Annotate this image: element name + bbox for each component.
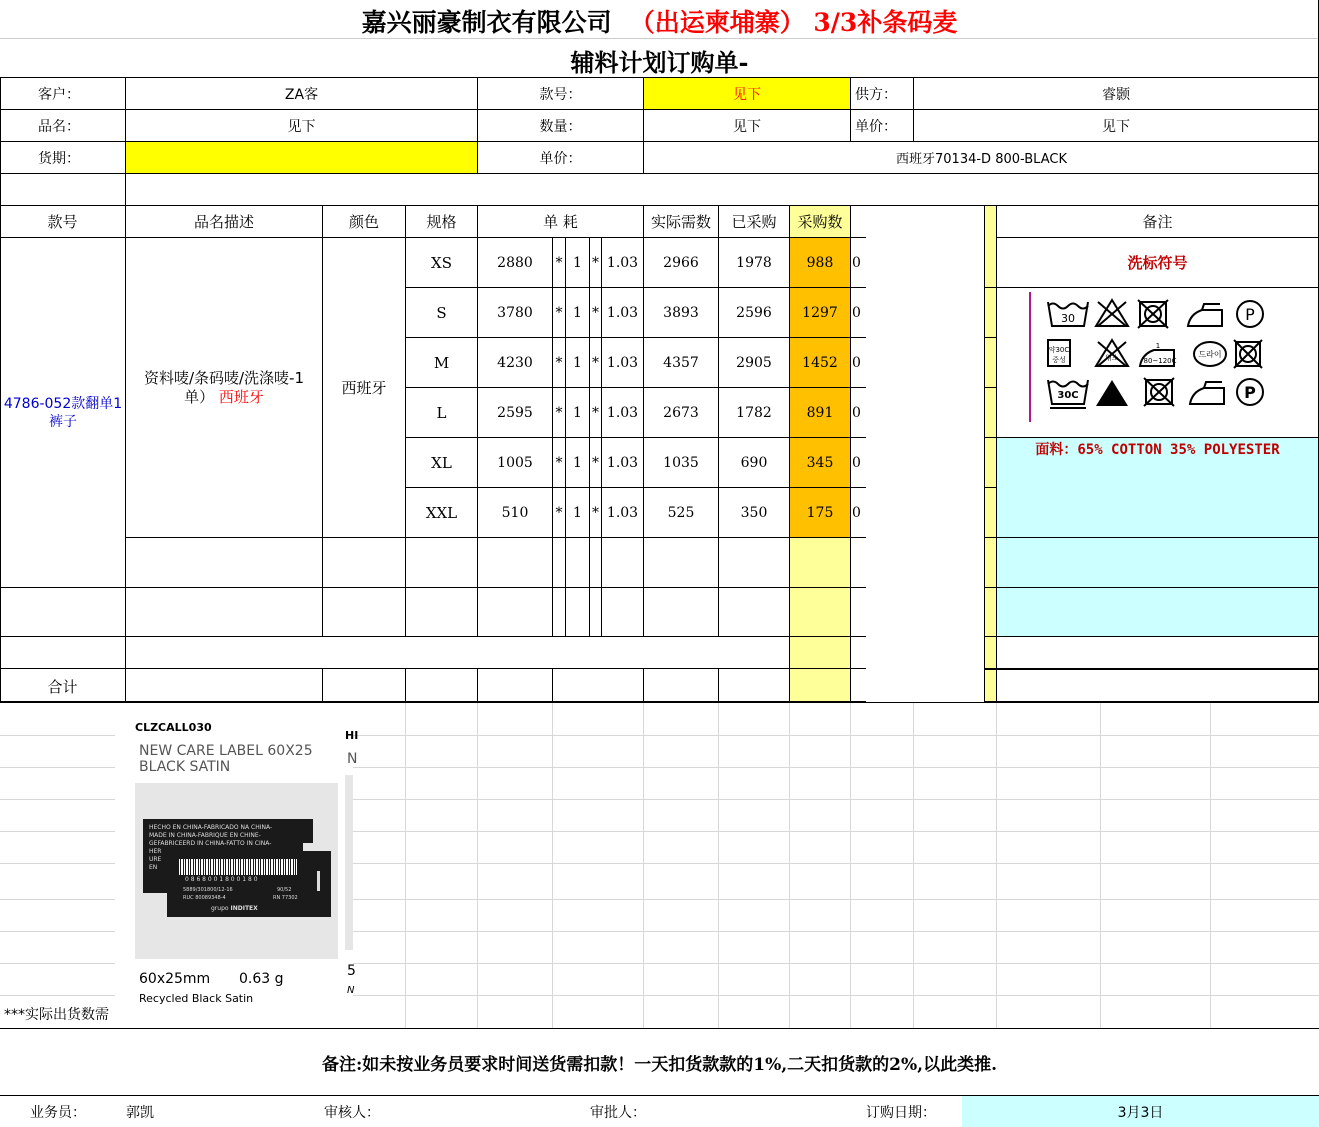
row-mult1-cell: * (555, 504, 563, 521)
card-size: 60x25mm (139, 971, 211, 987)
qty-value[interactable]: 见下 (733, 118, 761, 135)
second-card-code: HI (345, 729, 359, 742)
row-coef1-cell[interactable]: 1 (573, 304, 582, 321)
delivery-label: 货期： (38, 150, 80, 167)
card-weight: 0.63 g (239, 971, 284, 987)
care-text-a2: 중성 (1052, 356, 1066, 364)
row-mult2-cell: * (592, 404, 599, 421)
label-small-2b: RN 77302 (273, 895, 298, 901)
fabric-composition[interactable]: 面料：65% COTTON 35% POLYESTER (1035, 442, 1280, 458)
header-size: 规格 (426, 213, 457, 231)
row-coef2-cell[interactable]: 1.03 (606, 504, 639, 521)
row-coef1-cell[interactable]: 1 (573, 354, 582, 371)
iron-2-icon (1190, 382, 1224, 404)
row-purchased-cell[interactable]: 2596 (736, 304, 772, 321)
row-size-cell[interactable]: L (436, 403, 447, 422)
row-qty-cell[interactable]: 510 (501, 504, 529, 521)
row-purchased-cell[interactable]: 1978 (736, 254, 772, 271)
row-purchase-cell[interactable]: 988 (806, 254, 834, 271)
label-line-6: EN (149, 864, 158, 871)
row-mult2-cell: * (592, 254, 599, 271)
row-actual-cell[interactable]: 1035 (663, 454, 699, 471)
title-note: （出运柬埔寨） 3/3补条码麦 (629, 8, 958, 37)
row-size-cell[interactable]: XL (431, 453, 452, 472)
card-image-bg (135, 783, 338, 959)
header-purchase-qty: 采购数 (797, 213, 843, 231)
korean-no-bleach-icon (1096, 340, 1128, 366)
row-coef2-cell[interactable]: 1.03 (606, 254, 639, 271)
row-coef2-cell[interactable]: 1.03 (606, 454, 639, 471)
row-coef1-cell[interactable]: 1 (573, 504, 582, 521)
row-extra-cell[interactable]: 0 (852, 254, 861, 271)
no-tumble-dry-2-icon (1234, 340, 1262, 368)
row-mult2-cell: * (592, 304, 599, 321)
reviewer-label: 审核人： (324, 1104, 380, 1121)
row-size-cell[interactable]: S (436, 303, 447, 322)
price-label: 单价： (855, 118, 897, 135)
care-text-30: 30 (1061, 312, 1075, 325)
row-mult2-cell: * (592, 504, 599, 521)
label-line-5: URE (149, 856, 162, 863)
salesman-value[interactable]: 郭凯 (126, 1104, 154, 1121)
row-qty-cell[interactable]: 1005 (497, 454, 533, 471)
row-size-cell[interactable]: XXL (425, 503, 458, 522)
row-extra-cell[interactable]: 0 (852, 354, 861, 371)
row-mult2-cell: * (592, 354, 599, 371)
order-style-no[interactable] (1, 238, 125, 587)
document-title (0, 2, 1319, 40)
row-extra-cell[interactable]: 0 (852, 504, 861, 521)
date-label: 订购日期： (866, 1104, 936, 1121)
card-name-line1: NEW CARE LABEL 60X25 (139, 743, 313, 759)
header-purchased: 已采购 (731, 213, 777, 231)
row-extra-cell[interactable]: 0 (852, 304, 861, 321)
supplier-value[interactable]: 睿颢 (1102, 86, 1130, 103)
care-symbols (1040, 292, 1280, 412)
no-tumble-dry-icon (1138, 300, 1168, 328)
row-qty-cell[interactable]: 2595 (497, 404, 533, 421)
product-label: 品名： (38, 118, 80, 135)
brand-name: INDITEX (230, 905, 258, 912)
price2-value[interactable]: 西班牙70134-D 800-BLACK (896, 152, 1067, 167)
side-col-yellow (984, 206, 996, 702)
price2-label: 单价： (539, 150, 582, 167)
row-qty-cell[interactable]: 4230 (497, 354, 533, 371)
row-actual-cell[interactable]: 2966 (663, 254, 699, 271)
price-value[interactable]: 见下 (1102, 118, 1130, 135)
order-desc-text: 资料唛/条码唛/洗涤唛-1单） (143, 368, 305, 406)
card-name-line2: BLACK SATIN (139, 759, 231, 775)
row-extra-cell[interactable]: 0 (852, 404, 861, 421)
care-text-30c: 30C (1057, 390, 1079, 401)
second-card-c: N (347, 985, 355, 996)
care-text-a4: 80~120C (1143, 357, 1177, 365)
style-label: 款号： (539, 86, 582, 103)
document-subtitle: 辅料计划订购单- (570, 47, 749, 77)
customer-value[interactable]: ZA客 (284, 86, 319, 103)
row-coef1-cell[interactable]: 1 (573, 404, 582, 421)
care-marker-line (1029, 292, 1031, 422)
row-mult2-cell: * (592, 454, 599, 471)
supplier-label: 供方： (855, 86, 897, 103)
row-mult1-cell: * (555, 454, 563, 471)
header-remark: 备注 (1142, 213, 1173, 231)
header-color: 颜色 (348, 213, 379, 231)
company-name: 嘉兴丽豪制衣有限公司 (361, 8, 612, 37)
label-line-3: GEFABRICEERD IN CHINA-FATTO IN CINA- (149, 840, 272, 847)
row-actual-cell[interactable]: 525 (667, 504, 695, 521)
total-label: 合计 (47, 677, 78, 696)
row-purchased-cell[interactable]: 1782 (736, 404, 772, 421)
qty-label: 数量： (539, 118, 582, 135)
row-actual-cell[interactable]: 4357 (663, 354, 699, 371)
row-purchase-cell[interactable]: 891 (806, 404, 834, 421)
row-purchase-cell[interactable]: 1297 (802, 304, 838, 321)
purchase-col-yellow-bottom (790, 538, 850, 702)
label-front (167, 851, 331, 917)
care-text-a6: 엮소 (1105, 354, 1119, 362)
delivery-value[interactable] (126, 142, 477, 173)
care-title: 洗标符号 (1127, 254, 1188, 272)
care-text-a5: 드라이 (1198, 350, 1222, 359)
row-purchase-cell[interactable]: 1452 (802, 354, 838, 371)
p-letter-icon: P (1245, 305, 1255, 324)
no-bleach-icon (1096, 300, 1128, 326)
row-qty-cell[interactable]: 3780 (497, 304, 533, 321)
row-coef2-cell[interactable]: 1.03 (606, 354, 639, 371)
order-style-no-text: 4786-052款翻单1裤子 (3, 395, 123, 430)
label-line-2: MADE IN CHINA-FABRIQUE EN CHINE- (149, 832, 261, 839)
approver-label: 审批人： (590, 1104, 646, 1121)
row-coef1-cell[interactable]: 1 (573, 454, 582, 471)
bottom-note: 备注:如未按业务员要求时间送货需扣款！一天扣货款款的1%,二天扣货款的2%,以此类推. (322, 1054, 997, 1075)
order-color[interactable]: 西班牙 (341, 379, 387, 397)
product-value[interactable]: 见下 (287, 118, 316, 135)
brand-line (211, 905, 258, 912)
row-qty-cell[interactable]: 2880 (497, 254, 533, 271)
label-small-1b: 90/52 (277, 887, 292, 893)
header-consumption: 单 耗 (543, 213, 578, 231)
care-text-a3: 1 (1155, 342, 1161, 350)
label-back-tab (303, 819, 313, 843)
barcode (179, 859, 297, 875)
brand-pre: grupo (211, 905, 229, 912)
care-label-card[interactable] (115, 703, 359, 1028)
label-line-1: HECHO EN CHINA-FABRICADO NA CHINA- (149, 824, 273, 831)
bleach-solid-icon (1096, 380, 1128, 406)
label-small-1: 5889/301800/12-16 (183, 887, 233, 893)
row-mult1-cell: * (555, 404, 563, 421)
row-purchased-cell[interactable]: 2905 (736, 354, 772, 371)
blank-overlay (866, 206, 984, 702)
label-small-2: RUC 80089348-4 (183, 895, 226, 901)
shipping-note: ***实际出货数需 (4, 1007, 109, 1023)
second-card-b: 5 (347, 963, 356, 979)
iron-icon (1188, 304, 1222, 326)
order-desc-country: 西班牙 (218, 387, 264, 406)
row-size-cell[interactable]: XS (431, 253, 452, 272)
style-value[interactable]: 见下 (733, 86, 761, 103)
row-mult1-cell: * (555, 304, 563, 321)
second-card-a: N (347, 751, 358, 767)
row-purchased-cell[interactable]: 350 (740, 504, 768, 521)
salesman-label: 业务员： (30, 1104, 86, 1121)
row-mult1-cell: * (555, 254, 563, 271)
label-line-4: HER (149, 848, 162, 855)
row-coef1-cell[interactable]: 1 (573, 254, 582, 271)
header-style-no: 款号 (47, 213, 78, 231)
row-coef2-cell[interactable]: 1.03 (606, 404, 639, 421)
row-purchase-cell[interactable]: 345 (806, 454, 834, 471)
customer-label: 客户： (38, 86, 80, 103)
header-desc: 品名描述 (193, 213, 254, 231)
card-material: Recycled Black Satin (139, 992, 254, 1005)
no-tumble-dry-3-icon (1144, 378, 1174, 406)
date-value[interactable]: 3月3日 (1117, 1104, 1164, 1121)
barcode-digits: 0 8 6 8 0 0 1 8 0 0 1 8 0 (185, 876, 258, 883)
row-size-cell[interactable]: M (433, 353, 450, 372)
header-actual: 实际需数 (650, 213, 711, 231)
row-extra-cell[interactable]: 0 (852, 454, 861, 471)
row-actual-cell[interactable]: 3893 (663, 304, 699, 321)
p-letter-2-icon: P (1244, 383, 1256, 402)
card-code: CLZCALL030 (135, 721, 212, 734)
label-slot (317, 871, 320, 891)
row-actual-cell[interactable]: 2673 (663, 404, 699, 421)
row-coef2-cell[interactable]: 1.03 (606, 304, 639, 321)
second-card-bg (345, 775, 353, 950)
care-text-a1: 약30C (1048, 346, 1070, 354)
order-desc[interactable] (126, 238, 322, 537)
row-mult1-cell: * (555, 354, 563, 371)
row-purchased-cell[interactable]: 690 (740, 454, 768, 471)
row-purchase-cell[interactable]: 175 (806, 504, 834, 521)
